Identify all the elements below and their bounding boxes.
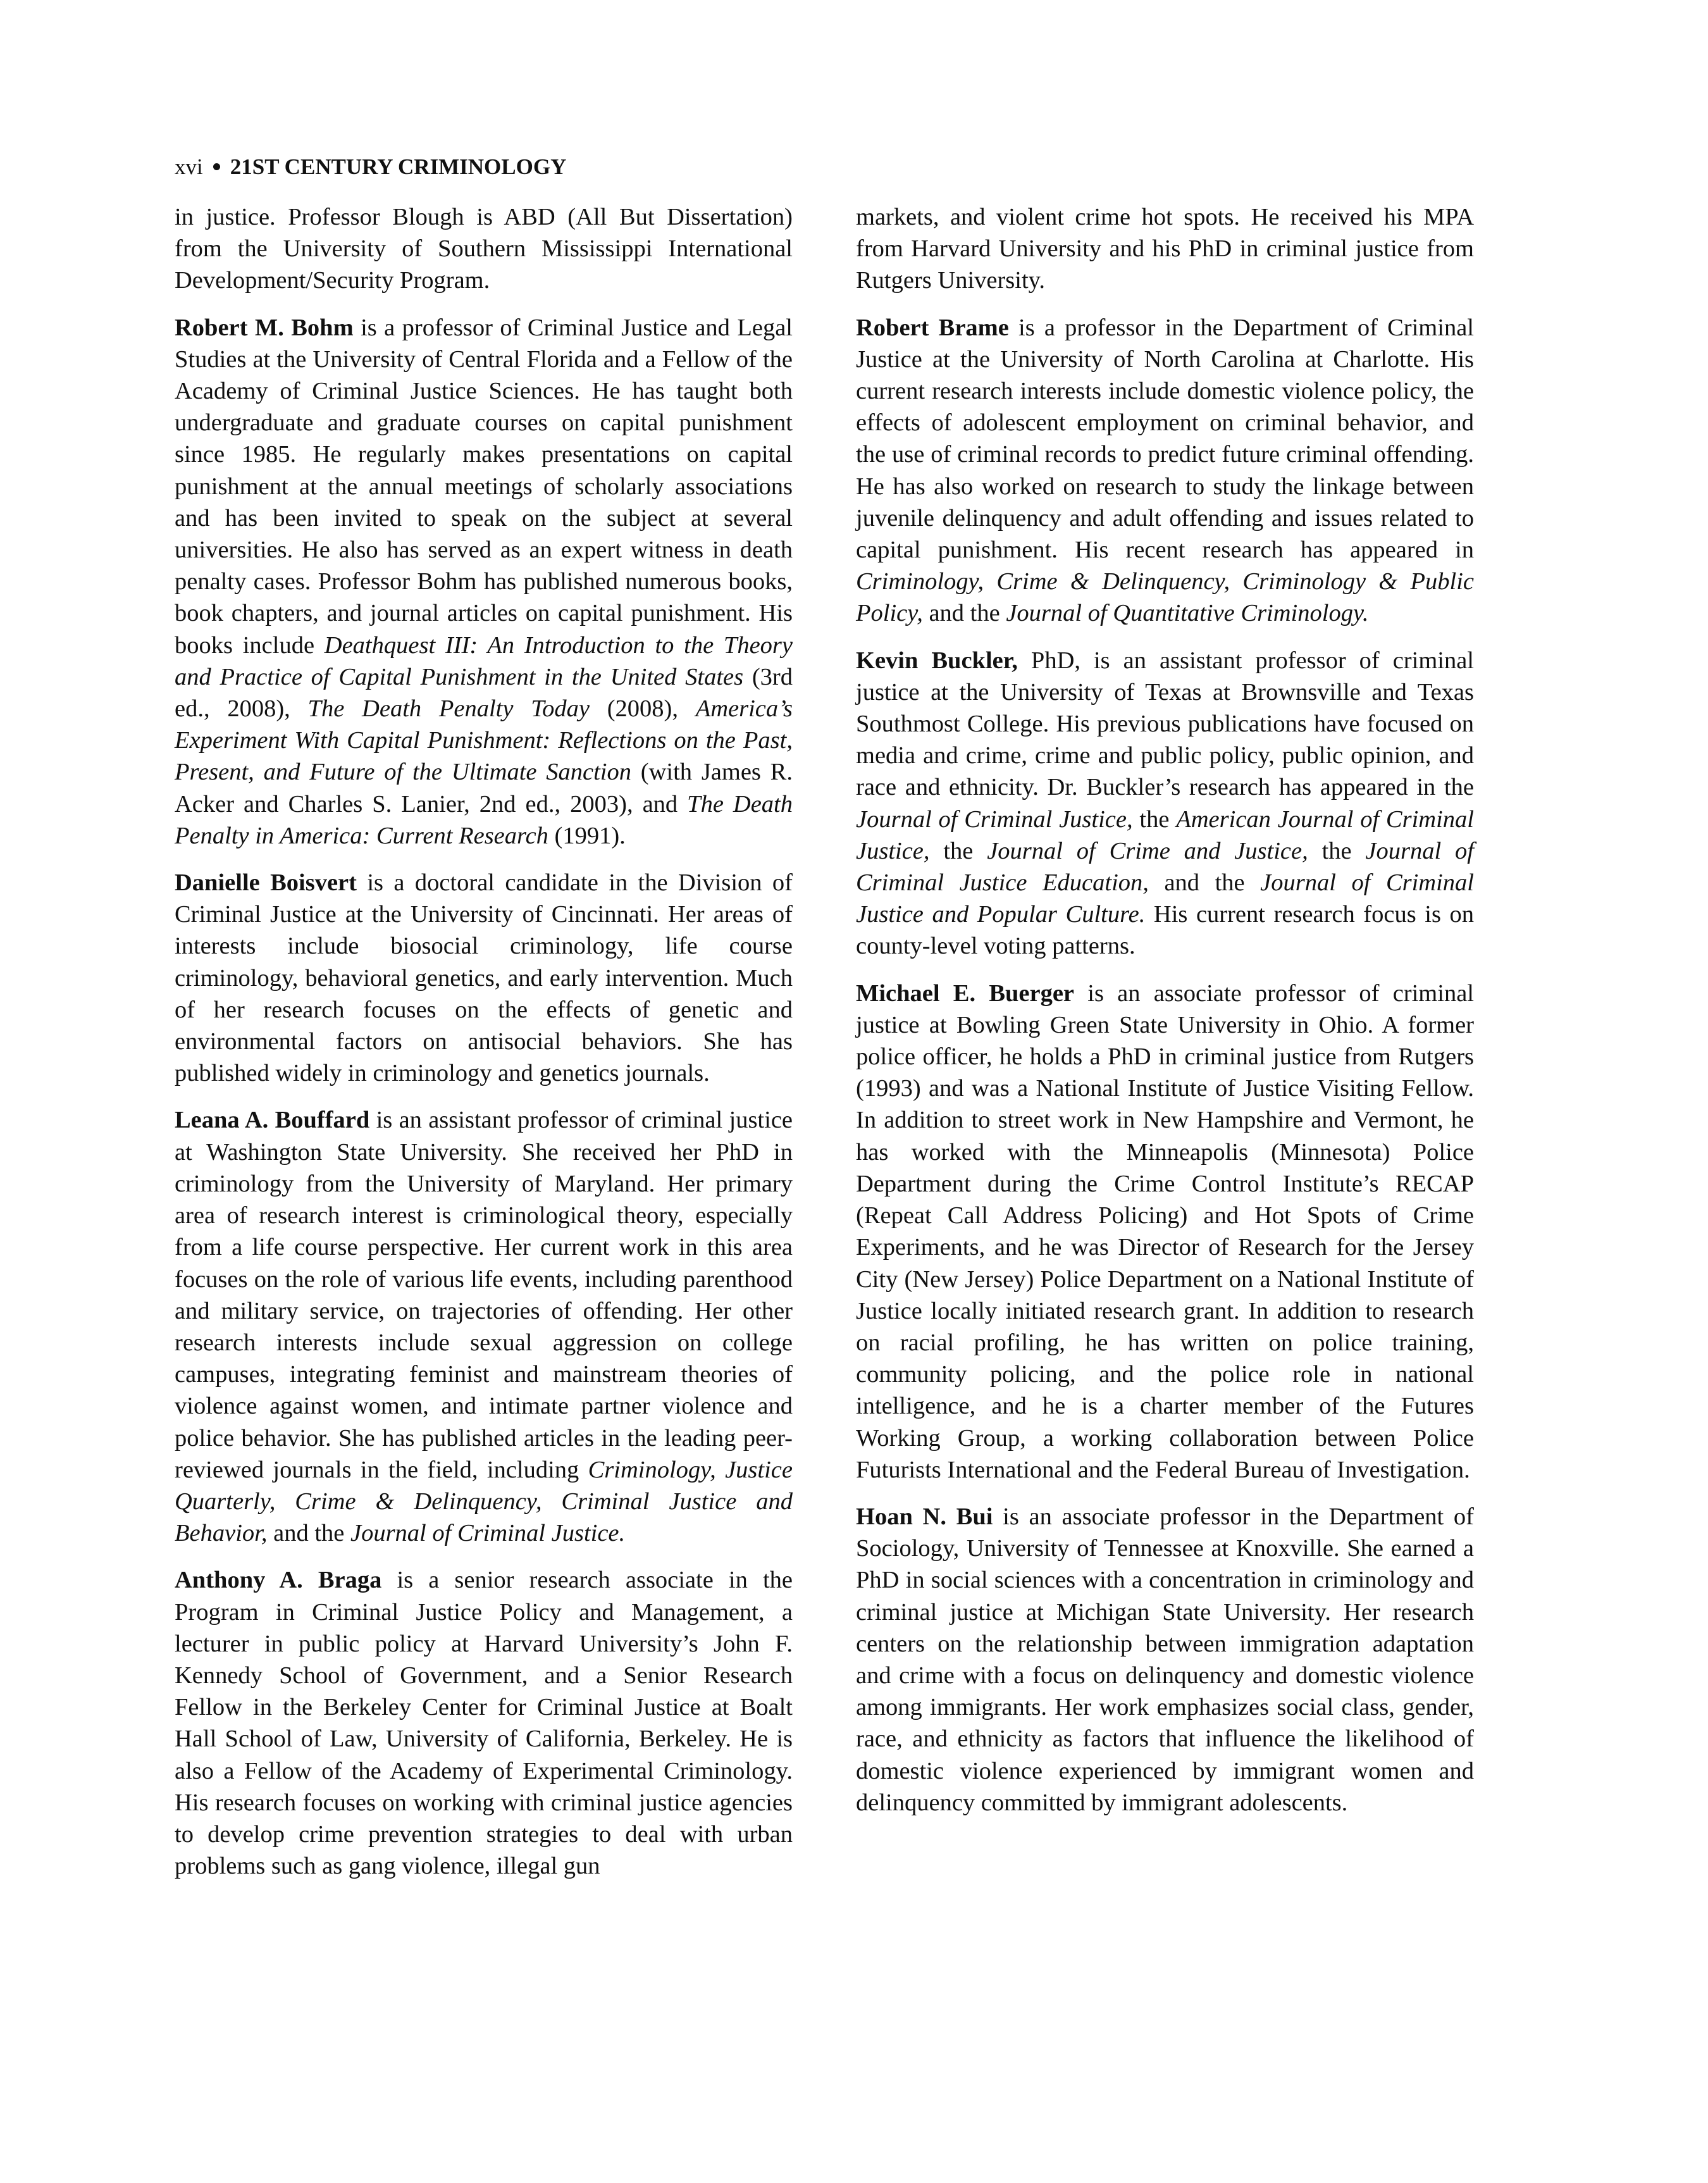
italic-title: Journal of Criminal Justice Education,: [856, 837, 1474, 897]
bio-paragraph: [175, 201, 793, 297]
author-name: Leana A. Bouffard: [175, 1107, 370, 1134]
author-name: Hoan N. Bui: [856, 1503, 993, 1530]
bio-text: the: [929, 837, 987, 864]
bio-text: is a professor of Criminal Justice and Legal Studies at the University of Central Florida and a Fellow of the Academy of Criminal Justice Sciences. He has taught both undergraduate and graduate courses on capital punishment since 1985. He regularly makes presentations on capital punishment at the annual meetings of scholarly associations and has been invited to speak on the subject at several universities. He also has served as an expert witness in death penalty cases. Professor Bohm has published numerous books, book chapters, and journal articles on capital punishment. His books include: [175, 314, 793, 659]
bio-text: His current research focus is on county-level voting patterns.: [856, 901, 1474, 960]
bio-paragraph: [856, 312, 1474, 630]
italic-title: Journal of Criminal Justice and Popular Culture.: [856, 869, 1475, 928]
running-header: [175, 154, 566, 180]
bio-text: the: [1308, 837, 1366, 864]
italic-title: Criminology, Justice Quarterly, Crime & Delinquency, Criminal Justice and Behavior,: [175, 1456, 793, 1547]
bio-text: is a professor in the Department of Criminal Justice at the University of North Carolina at Charlotte. His current research interests include domestic violence policy, the effects of adolescent employment on criminal behavior, and the use of criminal records to predict future criminal offending. He has also worked on research to study the linkage between juvenile delinquency and adult offending and issues related to capital punishment. His recent research has appeared in: [856, 314, 1474, 564]
italic-title: America’s Experiment With Capital Punishment: Reflections on the Past, Present, and Future of the Ultimate Sanction: [175, 695, 793, 786]
author-name: Michael E. Buerger: [856, 980, 1075, 1007]
bio-text: is a senior research associate in the Program in Criminal Justice Policy and Management, a lecturer in public policy at Harvard University’s John F. Kennedy School of Government, and a Senior Research Fellow in the Berkeley Center for Criminal Justice at Boalt Hall School of Law, University of California, Berkeley. He is also a Fellow of the Academy of Experimental Criminology. His research focuses on working with criminal justice agencies to develop crime prevention strategies to deal with urban problems such as gang violence, illegal gun: [175, 1567, 793, 1880]
italic-title: Journal of Crime and Justice,: [987, 837, 1308, 864]
bio-text: (1991).: [548, 822, 626, 849]
bio-paragraph: [856, 978, 1474, 1486]
book-title: 21ST CENTURY CRIMINOLOGY: [230, 154, 567, 179]
italic-title: The Death Penalty Today: [307, 695, 590, 723]
bio-text: markets, and violent crime hot spots. He received his MPA from Harvard University and his PhD in criminal justice from Rutgers University.: [856, 204, 1474, 294]
italic-title: The Death Penalty in America: Current Research: [175, 790, 793, 849]
bullet-separator: [213, 163, 220, 170]
left-column: [175, 201, 793, 1897]
bio-paragraph: [175, 1564, 793, 1882]
bio-text: (2008),: [589, 695, 696, 723]
author-name: Danielle Boisvert: [175, 869, 357, 897]
author-name: Robert Brame: [856, 314, 1009, 341]
italic-title: American Journal of Criminal Justice,: [856, 805, 1474, 864]
bio-paragraph: [175, 867, 793, 1089]
bio-text: is an associate professor in the Department of Sociology, University of Tennessee at Knoxville. She earned a PhD in social sciences with a concentration in criminology and criminal justice at Michigan State University. Her research centers on the relationship between immigration adaptation and crime with a focus on delinquency and domestic violence among immigrants. Her work emphasizes social class, gender, race, and ethnicity as factors that influence the likelihood of domestic violence experienced by immigrant women and delinquency committed by immigrant adolescents.: [856, 1503, 1474, 1816]
bio-paragraph: [856, 645, 1474, 962]
bio-paragraph: [175, 312, 793, 852]
right-column: [856, 201, 1474, 1834]
bio-text: is a doctoral candidate in the Division of Criminal Justice at the University of Cincinnati. Her areas of interests include biosocial criminology, life course criminology, behavioral genetics, and early intervention. Much of her research focuses on the effects of genetic and environmental factors on antisocial behaviors. She has published widely in criminology and genetics journals.: [175, 869, 793, 1087]
italic-title: Criminology, Crime & Delinquency, Criminology & Public Policy,: [856, 568, 1474, 627]
bio-text: (with James R. Acker and Charles S. Lanier, 2nd ed., 2003), and: [175, 759, 793, 818]
bio-text: and the: [1148, 869, 1261, 897]
author-name: Kevin Buckler,: [856, 647, 1018, 674]
italic-title: Deathquest III: An Introduction to the Theory and Practice of Capital Punishment in the United States: [175, 631, 793, 690]
author-name: Anthony A. Braga: [175, 1567, 382, 1594]
bio-text: (3rd ed., 2008),: [175, 663, 793, 723]
bio-paragraph: [856, 1501, 1474, 1819]
bio-text: is an associate professor of criminal justice at Bowling Green State University in Ohio. A former police officer, he holds a PhD in criminal justice from Rutgers (1993) and was a National Institute of Justice Visiting Fellow. In addition to street work in New Hampshire and Vermont, he has worked with the Minneapolis (Minnesota) Police Department during the Crime Control Institute’s RECAP (Repeat Call Address Policing) and Hot Spots of Crime Experiments, and he was Director of Research for the Jersey City (New Jersey) Police Department on a National Institute of Justice locally initiated research grant. In addition to research on racial profiling, he has written on police training, community policing, and the police role in national intelligence, and he is a charter member of the Futures Working Group, a working collaboration between Police Futurists International and the Federal Bureau of Investigation.: [856, 980, 1474, 1483]
bio-text: the: [1132, 805, 1177, 833]
bio-text: is an assistant professor of criminal justice at Washington State University. She received her PhD in criminology from the University of Maryland. Her primary area of research interest is criminological theory, especially from a life course perspective. Her current work in this area focuses on the role of various life events, including parenthood and military service, on trajectories of offending. Her other research interests include sexual aggression on college campuses, integrating feminist and mainstream theories of violence against women, and intimate partner violence and police behavior. She has published articles in the leading peer-reviewed journals in the field, including: [175, 1107, 793, 1483]
bio-text: and the: [922, 600, 1006, 627]
bio-paragraph: [175, 1104, 793, 1549]
bio-text: PhD, is an assistant professor of criminal justice at the University of Texas at Brownsville and Texas Southmost College. His previous publications have focused on media and crime, crime and public policy, public opinion, and race and ethnicity. Dr. Buckler’s research has appeared in the: [856, 647, 1474, 801]
author-name: Robert M. Bohm: [175, 314, 354, 341]
italic-title: Journal of Quantitative Criminology.: [1006, 600, 1369, 627]
italic-title: Journal of Criminal Justice.: [350, 1520, 626, 1547]
italic-title: Journal of Criminal Justice,: [856, 805, 1133, 833]
bio-text: in justice. Professor Blough is ABD (All But Dissertation) from the University of Southern Mississippi International Development/Security Program.: [175, 204, 793, 294]
page-number: xvi: [175, 154, 203, 179]
bio-text: and the: [267, 1520, 350, 1547]
bio-paragraph: [856, 201, 1474, 297]
